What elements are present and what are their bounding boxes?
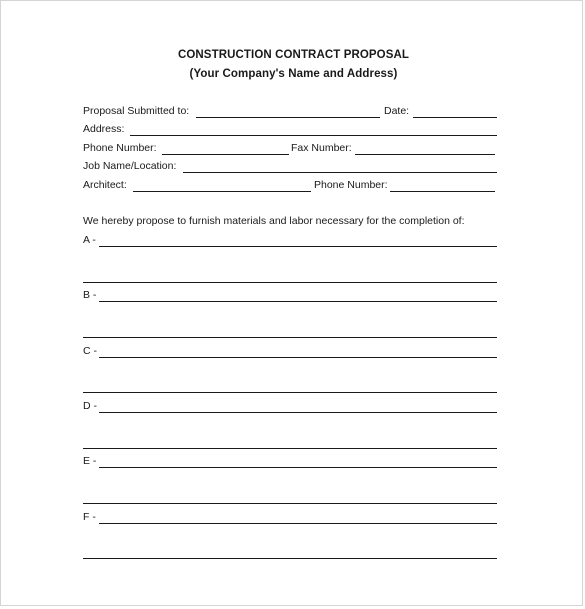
item-letter: C - <box>83 345 97 357</box>
item-letter: D - <box>83 400 97 412</box>
phone-number-field[interactable] <box>162 154 289 155</box>
job-name-location-label: Job Name/Location: <box>83 160 177 172</box>
phone-number-label: Phone Number: <box>83 142 157 154</box>
item-e-blank-line[interactable] <box>83 503 497 504</box>
document-title: CONSTRUCTION CONTRACT PROPOSAL <box>177 49 410 61</box>
item-c <box>83 345 497 359</box>
architect-label: Architect: <box>83 179 127 191</box>
fax-number-label: Fax Number: <box>291 142 352 154</box>
job-name-row <box>83 160 497 174</box>
item-a-line[interactable] <box>99 246 497 247</box>
date-field[interactable] <box>413 117 497 118</box>
job-name-location-field[interactable] <box>183 172 497 173</box>
item-letter: F - <box>83 511 96 523</box>
item-f-line[interactable] <box>99 523 497 524</box>
architect-phone-label: Phone Number: <box>314 179 388 191</box>
date-label: Date: <box>384 105 410 117</box>
proposal-row <box>83 105 497 119</box>
address-field[interactable] <box>130 135 497 136</box>
item-f <box>83 511 497 525</box>
intro-text: We hereby propose to furnish materials and labor necessary for the completion of: <box>83 215 465 227</box>
phone-fax-row <box>83 142 497 156</box>
item-d <box>83 400 497 414</box>
proposal-submitted-field[interactable] <box>196 117 380 118</box>
architect-phone-field[interactable] <box>390 191 495 192</box>
item-a-blank-line[interactable] <box>83 282 497 283</box>
item-letter: E - <box>83 455 97 467</box>
item-e-line[interactable] <box>99 467 497 468</box>
item-f-blank-line[interactable] <box>83 558 497 559</box>
item-letter: B - <box>83 289 97 301</box>
address-label: Address: <box>83 123 125 135</box>
architect-row <box>83 179 497 193</box>
item-e <box>83 455 497 469</box>
proposal-submitted-label: Proposal Submitted to: <box>83 105 190 117</box>
item-c-blank-line[interactable] <box>83 392 497 393</box>
fax-number-field[interactable] <box>355 154 495 155</box>
item-a <box>83 234 497 248</box>
item-b-line[interactable] <box>99 301 497 302</box>
architect-field[interactable] <box>133 191 311 192</box>
item-letter: A - <box>83 234 96 246</box>
item-b <box>83 289 497 303</box>
item-d-blank-line[interactable] <box>83 448 497 449</box>
item-b-blank-line[interactable] <box>83 337 497 338</box>
address-row <box>83 123 497 137</box>
item-d-line[interactable] <box>99 412 497 413</box>
item-c-line[interactable] <box>99 357 497 358</box>
document-subtitle: (Your Company's Name and Address) <box>189 68 398 80</box>
